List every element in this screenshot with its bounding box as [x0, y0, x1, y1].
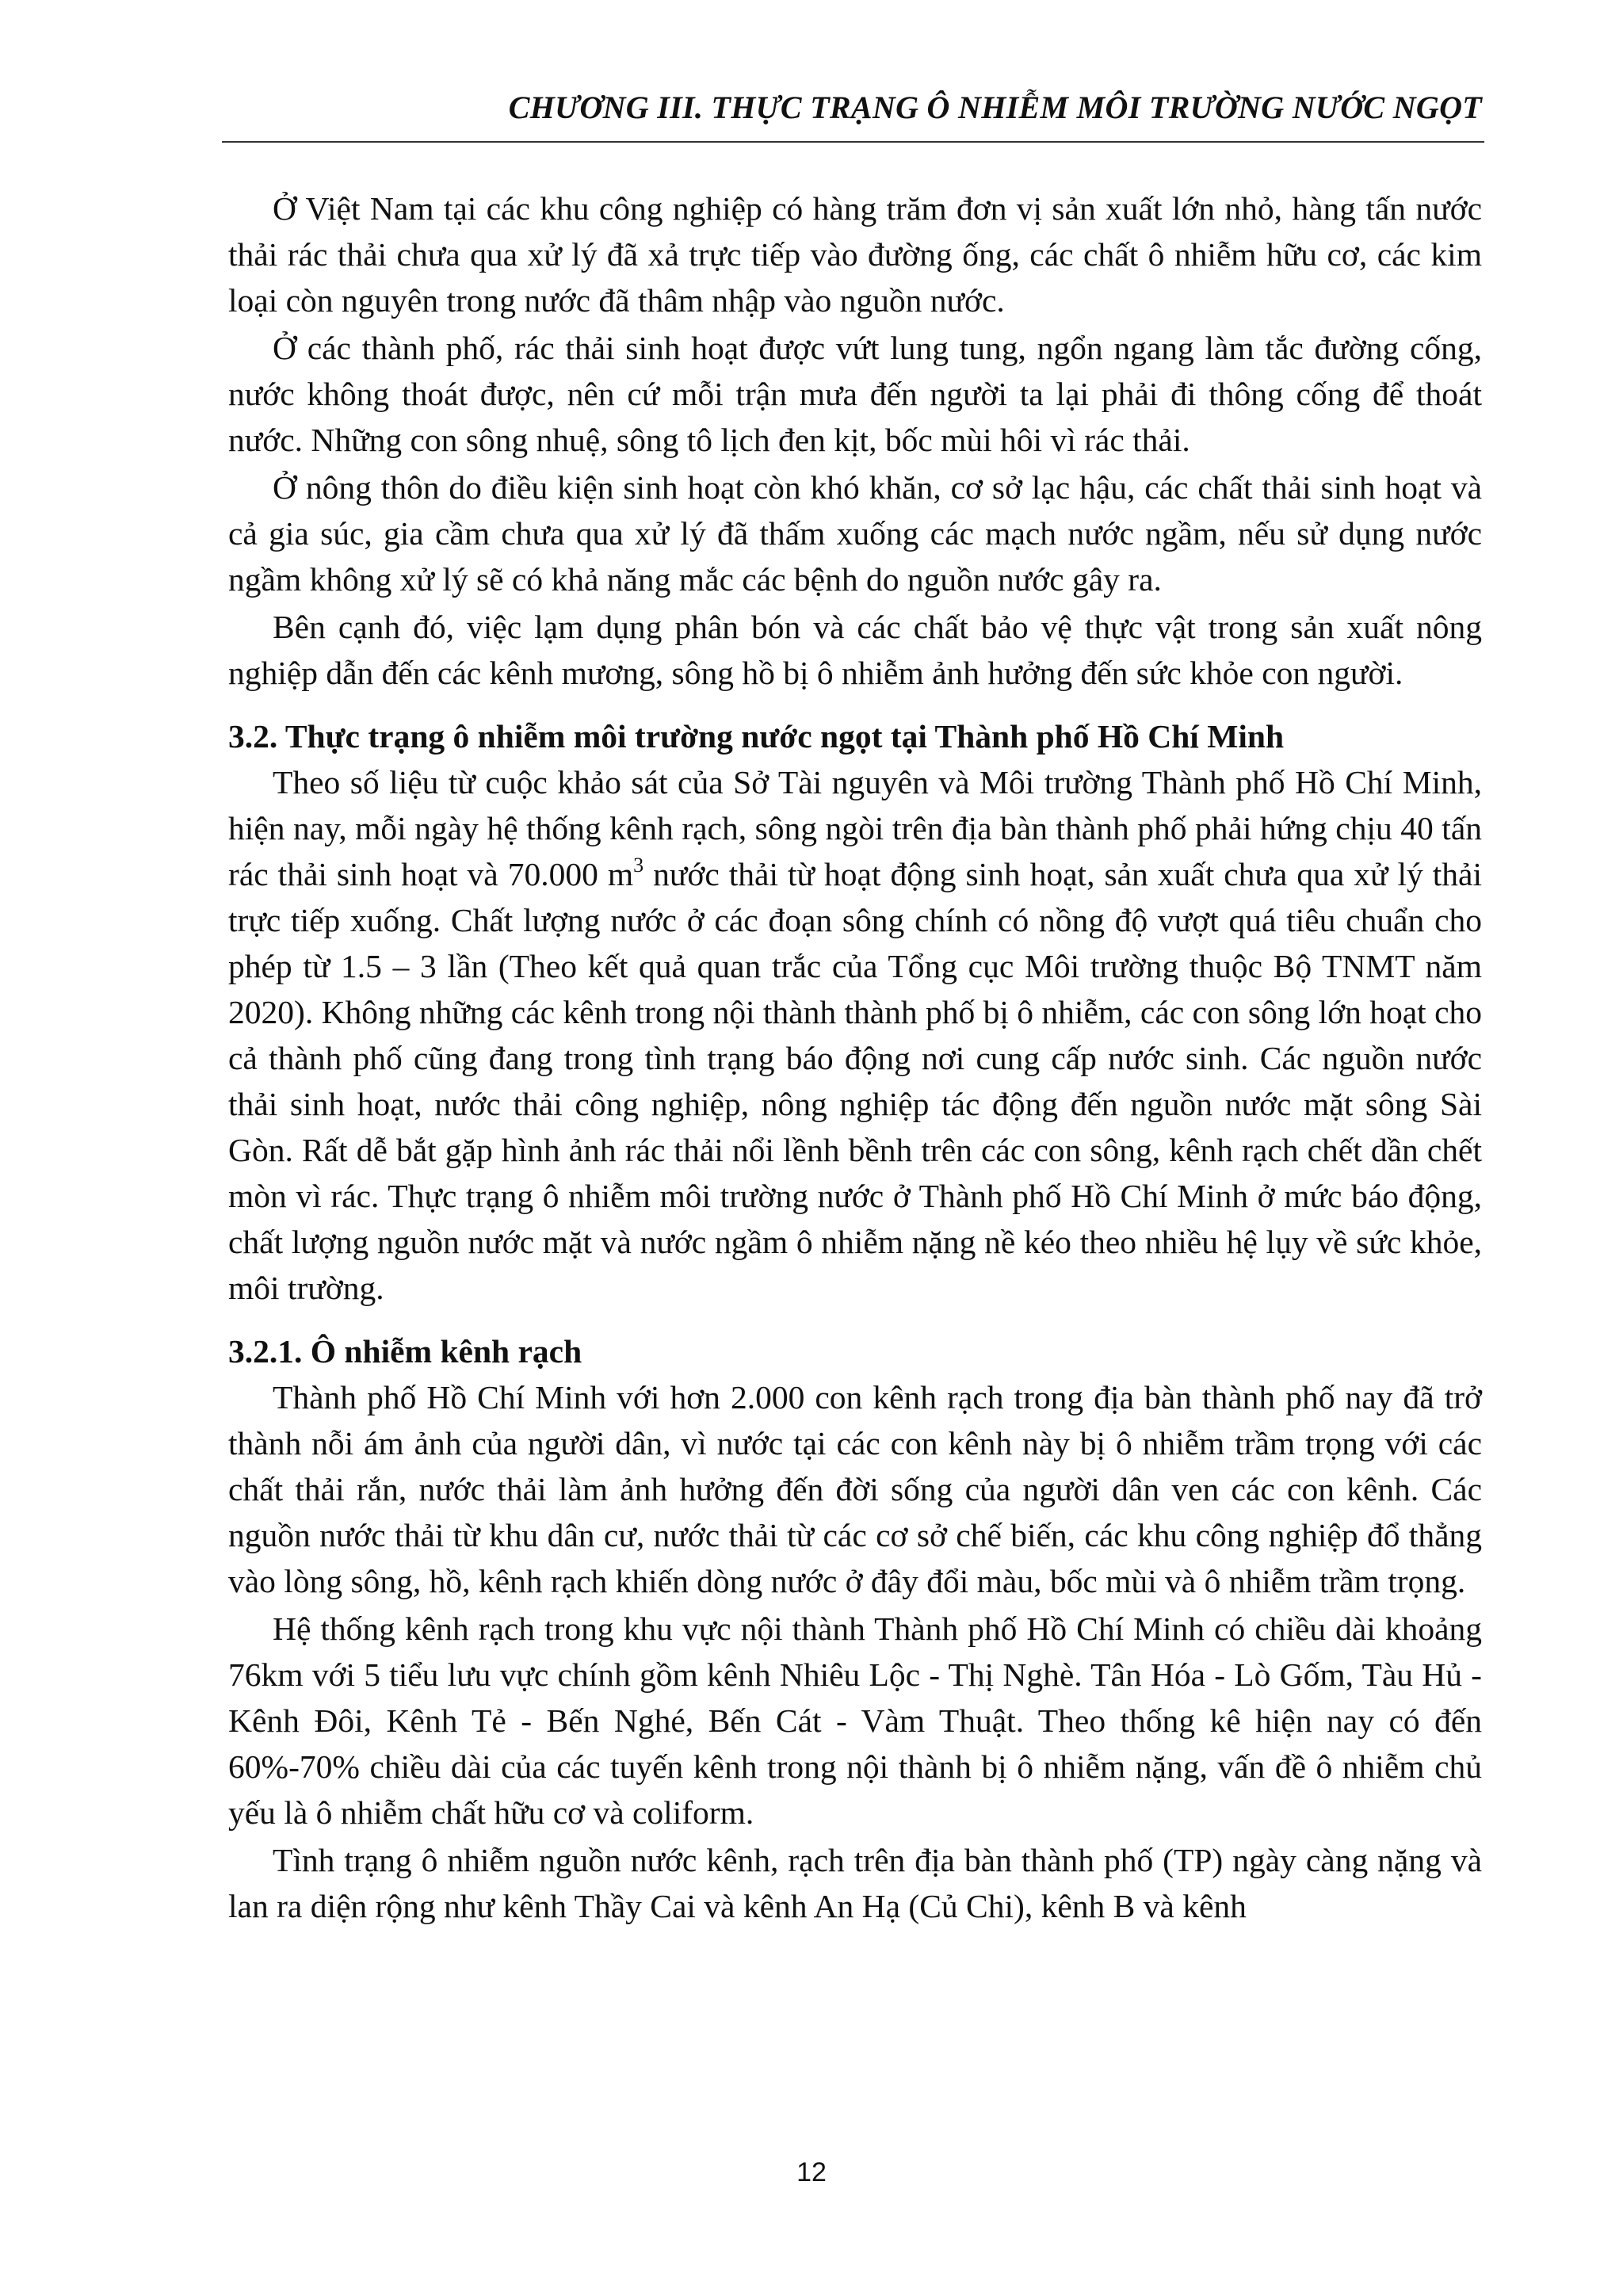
page-number: 12	[796, 2157, 827, 2187]
intro-paragraph-3: Ở nông thôn do điều kiện sinh hoạt còn khó khăn, cơ sở lạc hậu, các chất thải sinh hoạt và cả gia súc, gia cầm chưa qua xử lý đã thấm xuống các mạch nước ngầm, nếu sử dụng nước ngầm không xử lý sẽ có khả năng mắc các bệnh do nguồn nước gây ra.	[228, 469, 1482, 598]
page-body	[228, 185, 1482, 1929]
section-3-2-text-end: nước thải từ hoạt động sinh hoạt, sản xuất chưa qua xử lý thải trực tiếp xuống. Chất lượng nước ở các đoạn sông chính có nồng độ vượt quá tiêu chuẩn cho phép từ 1.5 – 3 lần (Theo kết quả quan trắc của Tổng cục Môi trường thuộc Bộ TNMT năm 2020). Không những các kênh trong nội thành thành phố bị ô nhiễm, các con sông lớn hoạt cho cả thành phố cũng đang trong tình trạng báo động nơi cung cấp nước sinh. Các nguồn nước thải sinh hoạt, nước thải công nghiệp, nông nghiệp tác động đến nguồn nước mặt sông Sài Gòn. Rất dễ bắt gặp hình ảnh rác thải nổi lềnh bềnh trên các con sông, kênh rạch chết dần chết mòn vì rác. Thực trạng ô nhiễm môi trường nước ở Thành phố Hồ Chí Minh ở mức báo động, chất lượng nguồn nước mặt và nước ngầm ô nhiễm nặng nề kéo theo nhiều hệ lụy về sức khỏe, môi trường.	[228, 856, 1483, 1306]
section-spacer	[228, 1311, 1482, 1328]
intro-paragraph-1: Ở Việt Nam tại các khu công nghiệp có hàng trăm đơn vị sản xuất lớn nhỏ, hàng tấn nước thải rác thải chưa qua xử lý đã xả trực tiếp vào đường ống, các chất ô nhiễm hữu cơ, các kim loại còn nguyên trong nước đã thâm nhập vào nguồn nước.	[228, 190, 1482, 319]
chapter-header: CHƯƠNG III. THỰC TRẠNG Ô NHIỄM MÔI TRƯỜNG NƯỚC NGỌT	[508, 90, 1482, 125]
intro-paragraph-4: Bên cạnh đó, việc lạm dụng phân bón và các chất bảo vệ thực vật trong sản xuất nông nghiệp dẫn đến các kênh mương, sông hồ bị ô nhiễm ảnh hưởng đến sức khỏe con người.	[228, 609, 1482, 691]
intro-paragraph-2: Ở các thành phố, rác thải sinh hoạt được vứt lung tung, ngổn ngang làm tắc đường cống, nước không thoát được, nên cứ mỗi trận mưa đến người ta lại phải đi thông cống để thoát nước. Những con sông nhuệ, sông tô lịch đen kịt, bốc mùi hôi vì rác thải.	[228, 330, 1482, 458]
section-spacer	[228, 696, 1482, 713]
section-heading-3-2-1: 3.2.1. Ô nhiễm kênh rạch	[228, 1333, 582, 1370]
section-3-2-paragraph	[228, 759, 1482, 1311]
cubic-superscript: 3	[633, 854, 644, 877]
section-3-2-text-start: Theo số liệu từ cuộc khảo sát của Sở Tài nguyên và Môi trường Thành phố Hồ Chí Minh, hiện nay, mỗi ngày hệ thống kênh rạch, sông ngòi trên địa bàn thành phố phải hứng chịu 40 tấn rác thải sinh hoạt và 70.000 m	[228, 764, 1482, 892]
section-3-2-1-paragraph-3: Tình trạng ô nhiễm nguồn nước kênh, rạch trên địa bàn thành phố (TP) ngày càng nặng và lan ra diện rộng như kênh Thầy Cai và kênh An Hạ (Củ Chi), kênh B và kênh	[228, 1842, 1482, 1924]
section-3-2-1-paragraph-2: Hệ thống kênh rạch trong khu vực nội thành Thành phố Hồ Chí Minh có chiều dài khoảng 76km với 5 tiểu lưu vực chính gồm kênh Nhiêu Lộc - Thị Nghè. Tân Hóa - Lò Gốm, Tàu Hủ - Kênh Đôi, Kênh Tẻ - Bến Nghé, Bến Cát - Vàm Thuật. Theo thống kê hiện nay có đến 60%-70% chiều dài của các tuyến kênh trong nội thành bị ô nhiễm nặng, vấn đề ô nhiễm chủ yếu là ô nhiễm chất hữu cơ và coliform.	[228, 1610, 1482, 1831]
section-3-2-1-paragraph-1: Thành phố Hồ Chí Minh với hơn 2.000 con kênh rạch trong địa bàn thành phố nay đã trở thành nỗi ám ảnh của người dân, vì nước tại các con kênh này bị ô nhiễm trầm trọng với các chất thải rắn, nước thải làm ảnh hưởng đến đời sống của người dân ven các con kênh. Các nguồn nước thải từ khu dân cư, nước thải từ các cơ sở chế biến, các khu công nghiệp đổ thẳng vào lòng sông, hồ, kênh rạch khiến dòng nước ở đây đổi màu, bốc mùi và ô nhiễm trầm trọng.	[228, 1379, 1482, 1599]
header-divider	[222, 141, 1484, 143]
section-heading-3-2: 3.2. Thực trạng ô nhiễm môi trường nước ngọt tại Thành phố Hồ Chí Minh	[228, 718, 1285, 755]
